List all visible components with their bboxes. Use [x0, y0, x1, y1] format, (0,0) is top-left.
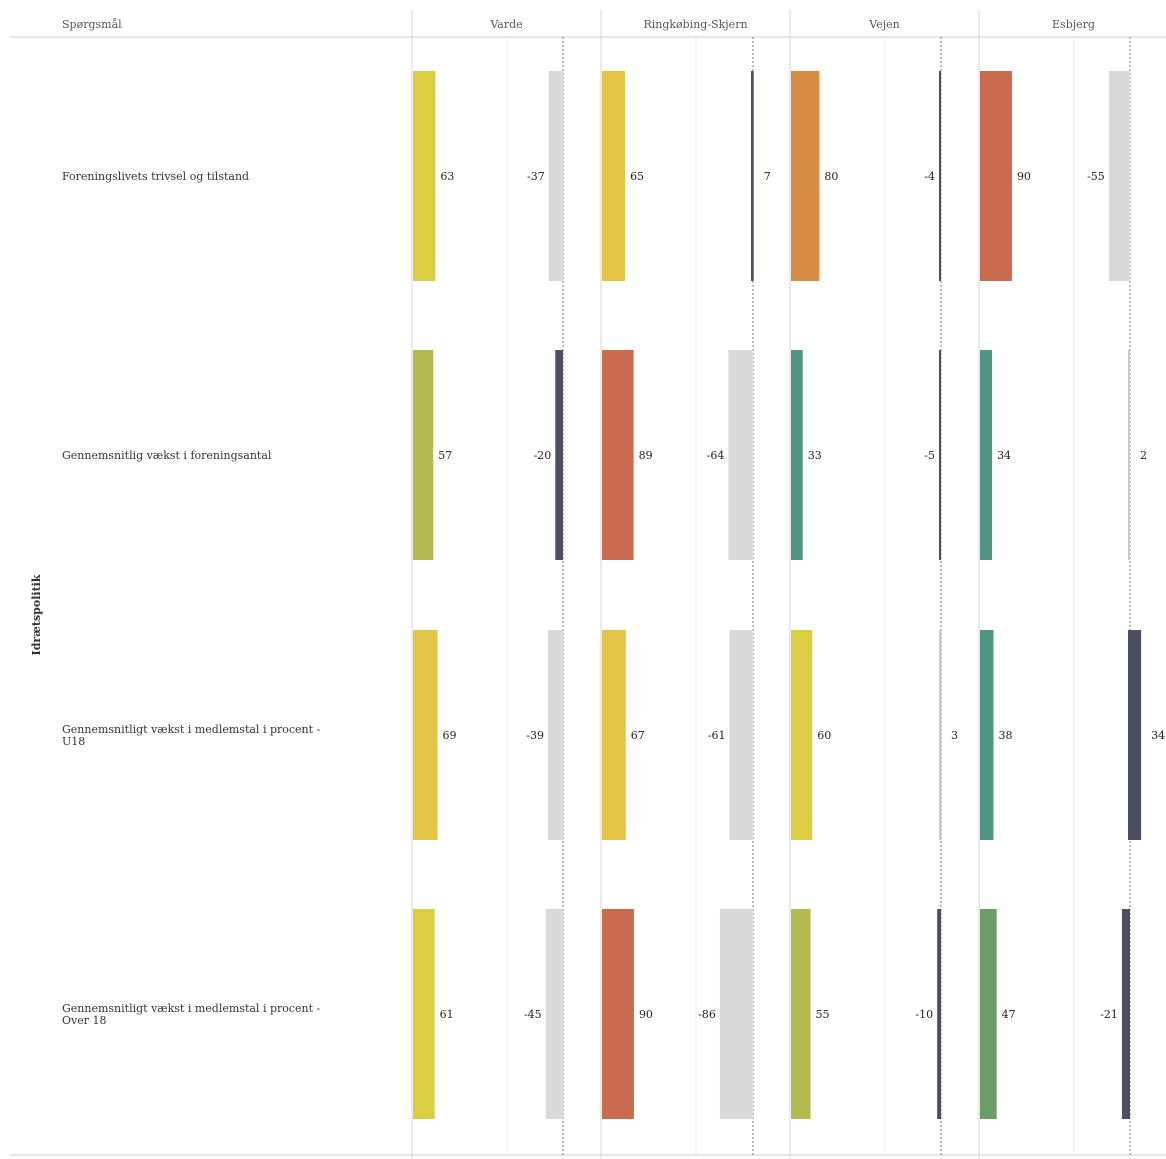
rank-value-label: 55 [815, 1008, 830, 1021]
rank-bar [791, 630, 812, 840]
question-label: Gennemsnitligt vækst i medlemstal i procent - [62, 723, 321, 736]
column-header: Esbjerg [1052, 18, 1095, 31]
rank-value-label: 90 [638, 1008, 653, 1021]
rank-bar [602, 909, 634, 1119]
difference-bar [720, 909, 753, 1119]
rank-bar [413, 909, 435, 1119]
rank-bar [980, 630, 993, 840]
rank-bar [413, 350, 433, 560]
difference-value-label: -39 [526, 729, 544, 742]
difference-bar [751, 71, 754, 281]
rank-bar [980, 909, 997, 1119]
difference-value-label: 7 [763, 170, 771, 183]
rank-bar [413, 71, 435, 281]
difference-bar [1122, 909, 1130, 1119]
difference-bar [730, 630, 753, 840]
difference-value-label: -45 [523, 1008, 542, 1021]
rank-value-label: 61 [439, 1008, 454, 1021]
question-label: U18 [62, 735, 86, 748]
difference-bar [939, 71, 941, 281]
rank-value-label: 80 [824, 170, 839, 183]
rank-bar [980, 350, 992, 560]
difference-bar [939, 630, 941, 840]
rank-value-label: 69 [442, 729, 457, 742]
rank-bar [413, 630, 437, 840]
header-label: Spørgsmål [62, 18, 122, 31]
rank-value-label: 89 [638, 449, 653, 462]
difference-value-label: -20 [533, 449, 552, 462]
rank-bar [980, 71, 1012, 281]
difference-bar [546, 909, 563, 1119]
difference-bar [1128, 350, 1130, 560]
rank-bar [602, 350, 634, 560]
question-label: Gennemsnitligt vækst i medlemstal i procent - [62, 1002, 321, 1015]
difference-bar [1109, 71, 1130, 281]
column-header: Ringkøbing-Skjern [643, 18, 748, 31]
rank-bar [791, 350, 803, 560]
difference-bar [728, 350, 753, 560]
difference-value-label: -64 [706, 449, 725, 462]
difference-value-label: -10 [915, 1008, 934, 1021]
rank-value-label: 63 [440, 170, 455, 183]
rank-value-label: 38 [998, 729, 1013, 742]
difference-value-label: -4 [924, 170, 935, 183]
question-label: Gennemsnitlig vækst i foreningsantal [62, 449, 272, 462]
rank-value-label: 34 [997, 449, 1012, 462]
rank-bar [602, 630, 626, 840]
rank-value-label: 57 [438, 449, 453, 462]
difference-value-label: -5 [924, 449, 935, 462]
column-header: Varde [490, 18, 523, 31]
rank-value-label: 60 [817, 729, 832, 742]
difference-value-label: 3 [951, 729, 958, 742]
rank-bar [602, 71, 625, 281]
difference-value-label: -86 [698, 1008, 716, 1021]
difference-value-label: 2 [1140, 449, 1147, 462]
difference-bar [549, 71, 563, 281]
difference-value-label: -55 [1087, 170, 1105, 183]
difference-value-label: -61 [707, 729, 726, 742]
difference-value-label: -37 [527, 170, 545, 183]
rank-value-label: 33 [807, 449, 822, 462]
difference-bar [939, 350, 941, 560]
difference-value-label: -21 [1100, 1008, 1118, 1021]
question-label: Over 18 [62, 1014, 107, 1027]
difference-bar [548, 630, 563, 840]
rank-value-label: 65 [630, 170, 645, 183]
column-header: Vejen [869, 18, 900, 31]
rank-bar [791, 71, 819, 281]
difference-bar [555, 350, 563, 560]
difference-bar [1128, 630, 1141, 840]
rank-value-label: 67 [630, 729, 645, 742]
question-label: Foreningslivets trivsel og tilstand [62, 170, 250, 183]
rank-value-label: 47 [1001, 1008, 1016, 1021]
category-label: Idrætspolitik [30, 574, 43, 656]
difference-value-label: 34 [1151, 729, 1166, 742]
rank-bar [791, 909, 811, 1119]
rank-value-label: 90 [1016, 170, 1031, 183]
difference-bar [937, 909, 941, 1119]
